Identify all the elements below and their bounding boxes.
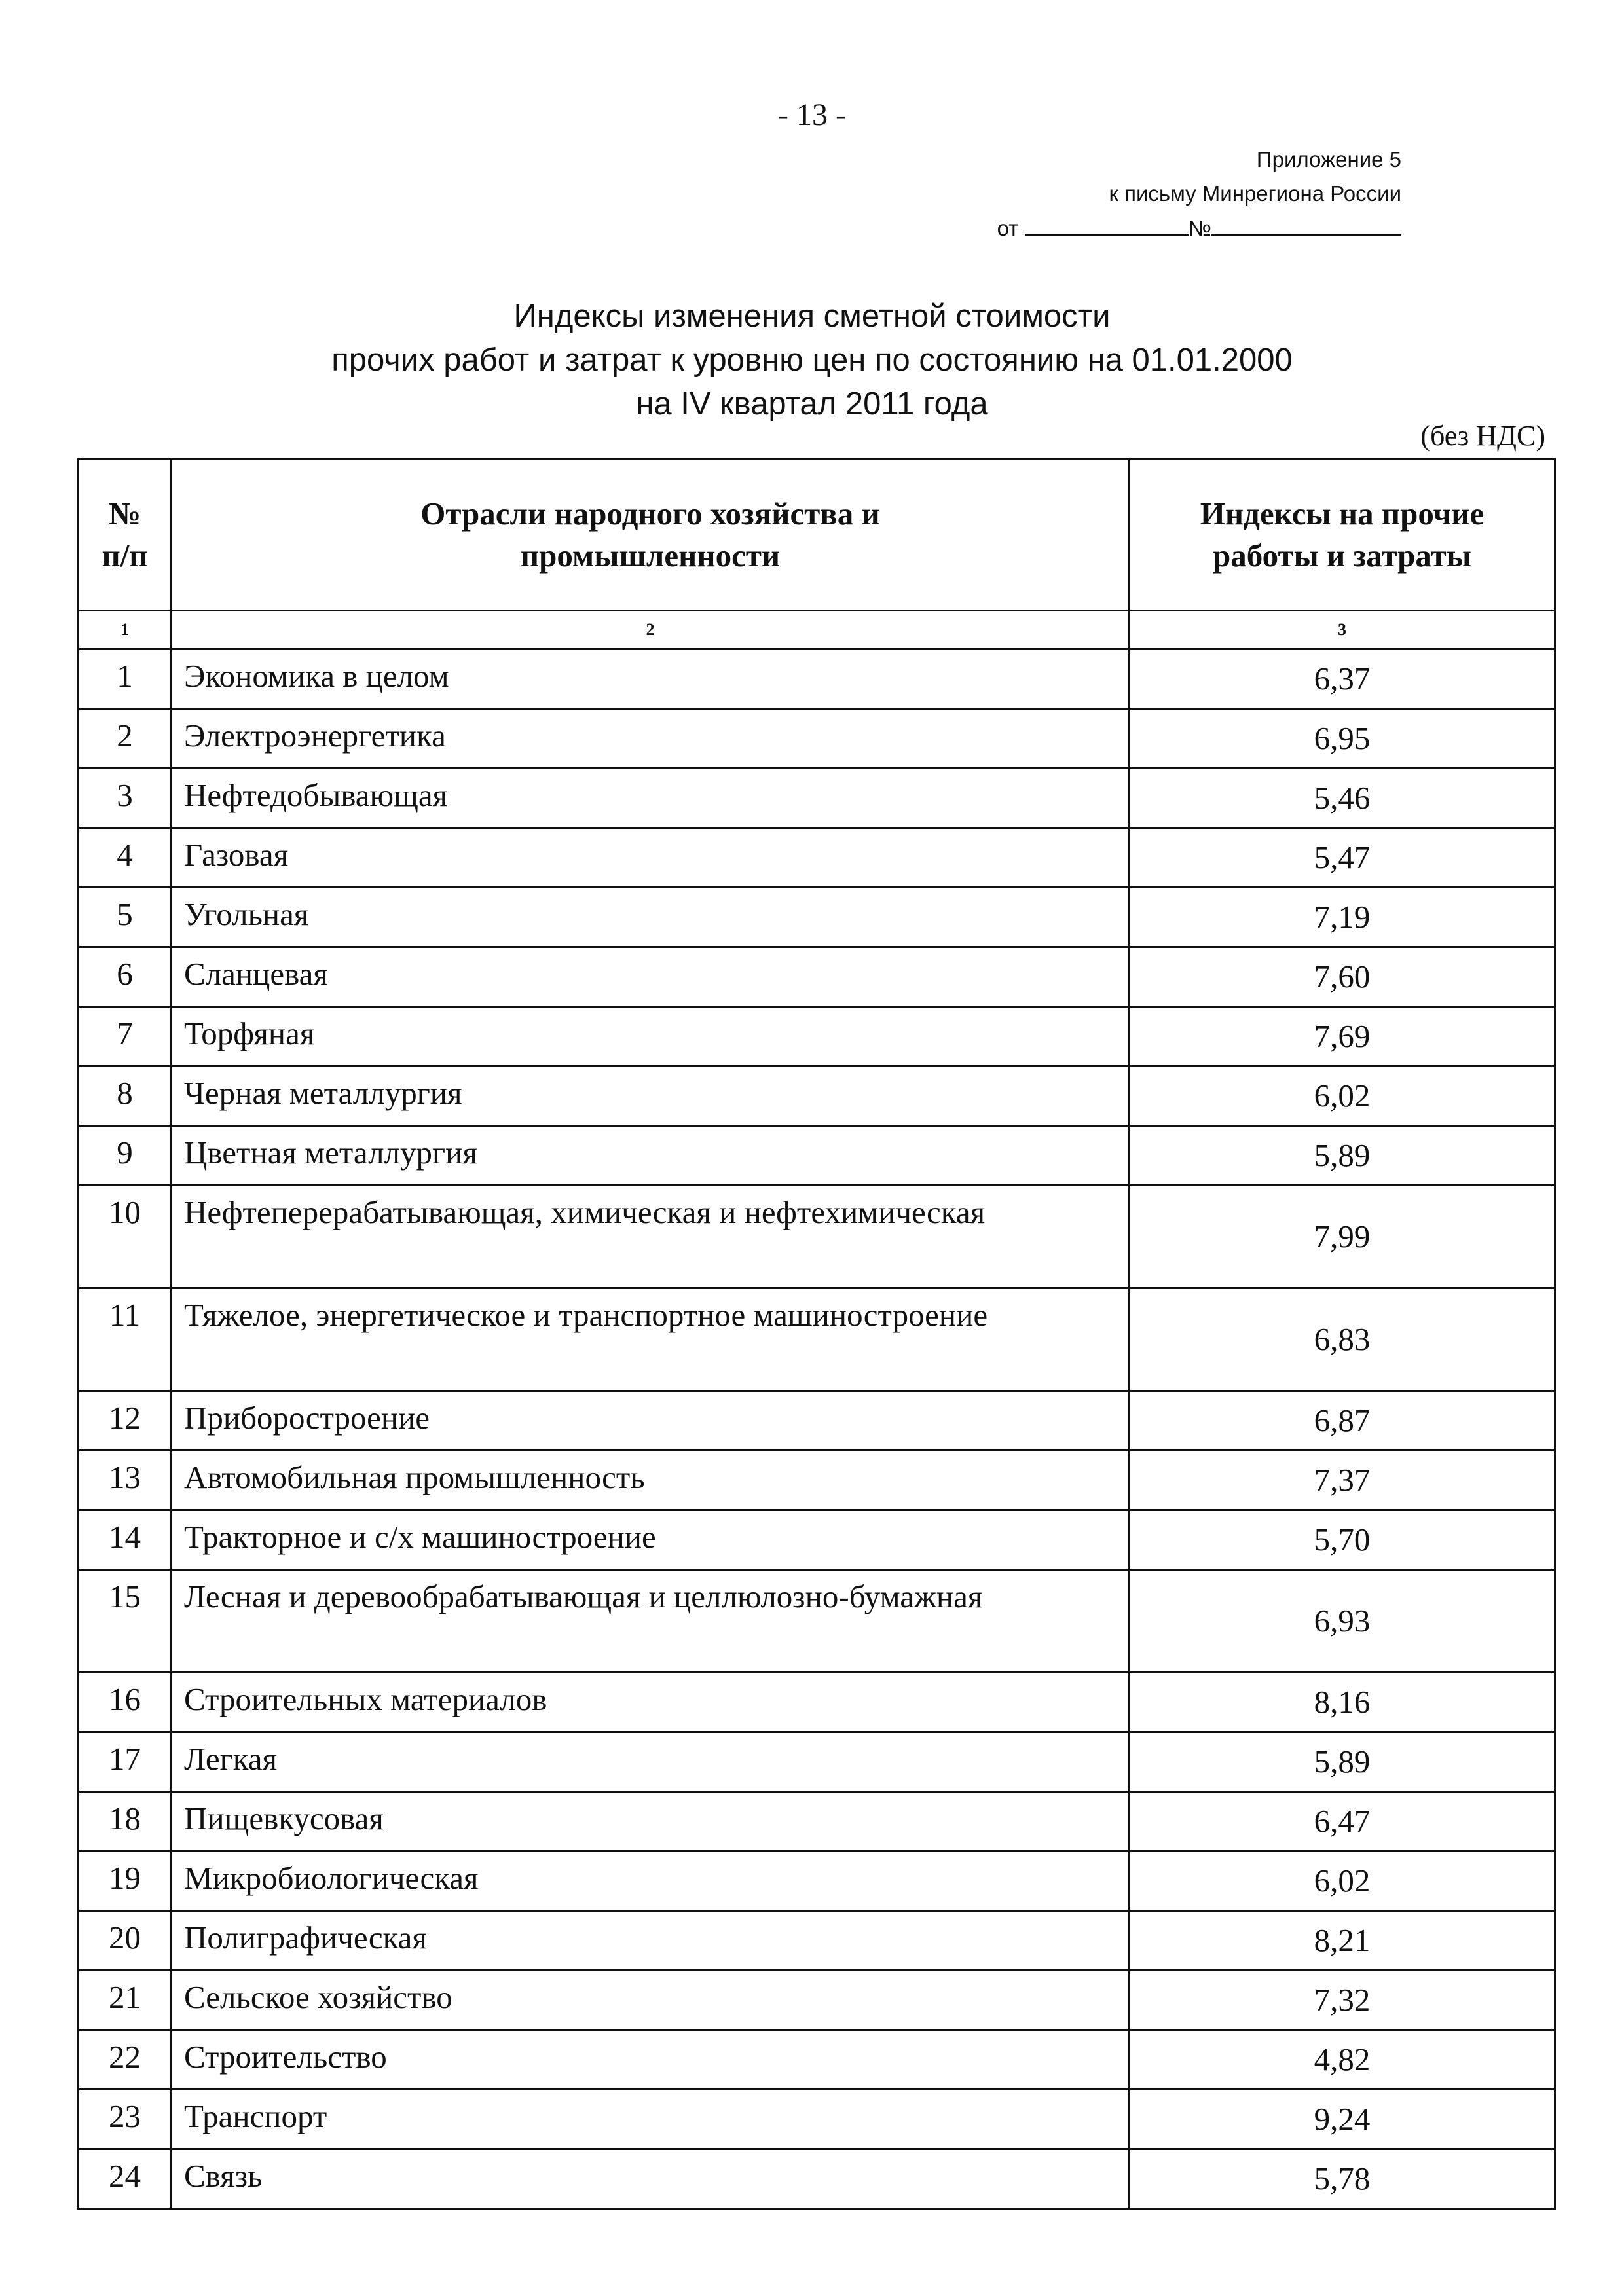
index-value: 7,99: [1130, 1186, 1555, 1288]
row-number: 14: [79, 1510, 172, 1570]
index-value: 6,87: [1130, 1391, 1555, 1451]
table-row: [79, 2090, 1555, 2149]
industry-name: Угольная: [172, 888, 1130, 947]
index-value: 7,37: [1130, 1451, 1555, 1510]
table-row: [79, 709, 1555, 769]
row-number: 16: [79, 1673, 172, 1732]
header-index: Индексы на прочие работы и затраты: [1130, 460, 1555, 611]
industry-name: Автомобильная промышленность: [172, 1451, 1130, 1510]
row-number: 5: [79, 888, 172, 947]
row-number: 13: [79, 1451, 172, 1510]
title-line-1: Индексы изменения сметной стоимости: [513, 299, 1111, 334]
index-table: [77, 458, 1556, 2210]
index-value: 8,16: [1130, 1673, 1555, 1732]
row-number: 12: [79, 1391, 172, 1451]
index-value: 6,83: [1130, 1288, 1555, 1391]
index-value: 6,95: [1130, 709, 1555, 769]
index-value: 7,32: [1130, 1971, 1555, 2030]
index-value: 6,47: [1130, 1792, 1555, 1851]
table-row: [79, 1851, 1555, 1911]
index-value: 5,78: [1130, 2149, 1555, 2209]
industry-name: Транспорт: [172, 2090, 1130, 2149]
row-number: 22: [79, 2030, 172, 2090]
industry-name: Строительных материалов: [172, 1673, 1130, 1732]
column-number-1: 1: [79, 611, 172, 649]
index-value: 5,47: [1130, 828, 1555, 888]
industry-name: Тяжелое, энергетическое и транспортное машиностроение: [172, 1288, 1130, 1391]
industry-name: Нефтеперерабатывающая, химическая и нефтехимическая: [172, 1186, 1130, 1288]
column-number-3: 3: [1130, 611, 1555, 649]
row-number: 11: [79, 1288, 172, 1391]
document-title: [0, 295, 1624, 426]
industry-name: Микробиологическая: [172, 1851, 1130, 1911]
index-value: 6,02: [1130, 1066, 1555, 1126]
table-body: [79, 649, 1555, 2209]
table-row: [79, 1971, 1555, 2030]
industry-name: Цветная металлургия: [172, 1126, 1130, 1186]
industry-name: Полиграфическая: [172, 1911, 1130, 1971]
title-line-3: на IV квартал 2011 года: [636, 386, 988, 422]
date-blank: [1025, 211, 1189, 236]
industry-name: Тракторное и с/х машиностроение: [172, 1510, 1130, 1570]
row-number: 6: [79, 947, 172, 1007]
table-row: [79, 1066, 1555, 1126]
industry-name: Лесная и деревообрабатывающая и целлюлозно-бумажная: [172, 1570, 1130, 1673]
industry-name: Пищевкусовая: [172, 1792, 1130, 1851]
table-row: [79, 1570, 1555, 1673]
title-line-2: прочих работ и затрат к уровню цен по состоянию на 01.01.2000: [331, 342, 1293, 378]
table-row: [79, 1126, 1555, 1186]
index-value: 7,19: [1130, 888, 1555, 947]
industry-name: Нефтедобывающая: [172, 769, 1130, 828]
column-number-row: [79, 611, 1555, 649]
index-value: 5,89: [1130, 1126, 1555, 1186]
industry-name: Строительство: [172, 2030, 1130, 2090]
table-row: [79, 828, 1555, 888]
index-value: 6,37: [1130, 649, 1555, 709]
industry-name: Торфяная: [172, 1007, 1130, 1066]
industry-name: Сельское хозяйство: [172, 1971, 1130, 2030]
page-number: - 13 -: [778, 98, 846, 132]
table-row: [79, 1451, 1555, 1510]
row-number: 21: [79, 1971, 172, 2030]
header-number: № п/п: [79, 460, 172, 611]
row-number: 17: [79, 1732, 172, 1792]
row-number: 23: [79, 2090, 172, 2149]
appendix-block: [930, 143, 1401, 246]
industry-name: Черная металлургия: [172, 1066, 1130, 1126]
industry-name: Легкая: [172, 1732, 1130, 1792]
index-value: 5,89: [1130, 1732, 1555, 1792]
row-number: 24: [79, 2149, 172, 2209]
appendix-letter-ref: к письму Минрегиона России: [1109, 181, 1401, 206]
industry-name: Газовая: [172, 828, 1130, 888]
index-value: 5,70: [1130, 1510, 1555, 1570]
row-number: 1: [79, 649, 172, 709]
header-row: [79, 460, 1555, 611]
vat-note: (без НДС): [1420, 420, 1545, 452]
index-value: 6,93: [1130, 1570, 1555, 1673]
table-row: [79, 947, 1555, 1007]
table-row: [79, 1673, 1555, 1732]
table-row: [79, 2030, 1555, 2090]
row-number: 15: [79, 1570, 172, 1673]
table-row: [79, 1732, 1555, 1792]
industry-name: Экономика в целом: [172, 649, 1130, 709]
row-number: 8: [79, 1066, 172, 1126]
index-value: 5,46: [1130, 769, 1555, 828]
table-row: [79, 1792, 1555, 1851]
number-label: №: [1188, 216, 1211, 240]
number-blank: [1211, 211, 1401, 236]
appendix-title: Приложение 5: [1256, 147, 1401, 172]
index-value: 8,21: [1130, 1911, 1555, 1971]
industry-name: Приборостроение: [172, 1391, 1130, 1451]
row-number: 7: [79, 1007, 172, 1066]
index-value: 9,24: [1130, 2090, 1555, 2149]
table-row: [79, 2149, 1555, 2209]
industry-name: Электроэнергетика: [172, 709, 1130, 769]
index-value: 4,82: [1130, 2030, 1555, 2090]
table-row: [79, 1007, 1555, 1066]
table-row: [79, 1510, 1555, 1570]
appendix-date-number-line: [930, 211, 1401, 246]
table-row: [79, 649, 1555, 709]
row-number: 19: [79, 1851, 172, 1911]
row-number: 10: [79, 1186, 172, 1288]
table-row: [79, 888, 1555, 947]
row-number: 20: [79, 1911, 172, 1971]
table-row: [79, 1911, 1555, 1971]
industry-name: Сланцевая: [172, 947, 1130, 1007]
row-number: 4: [79, 828, 172, 888]
from-label: от: [997, 216, 1019, 240]
column-number-2: 2: [172, 611, 1130, 649]
row-number: 18: [79, 1792, 172, 1851]
index-value: 6,02: [1130, 1851, 1555, 1911]
table-row: [79, 1391, 1555, 1451]
table-row: [79, 1186, 1555, 1288]
row-number: 2: [79, 709, 172, 769]
industry-name: Связь: [172, 2149, 1130, 2209]
header-industry: Отрасли народного хозяйства и промышленности: [172, 460, 1130, 611]
table-row: [79, 1288, 1555, 1391]
row-number: 3: [79, 769, 172, 828]
row-number: 9: [79, 1126, 172, 1186]
index-value: 7,60: [1130, 947, 1555, 1007]
index-value: 7,69: [1130, 1007, 1555, 1066]
table-row: [79, 769, 1555, 828]
